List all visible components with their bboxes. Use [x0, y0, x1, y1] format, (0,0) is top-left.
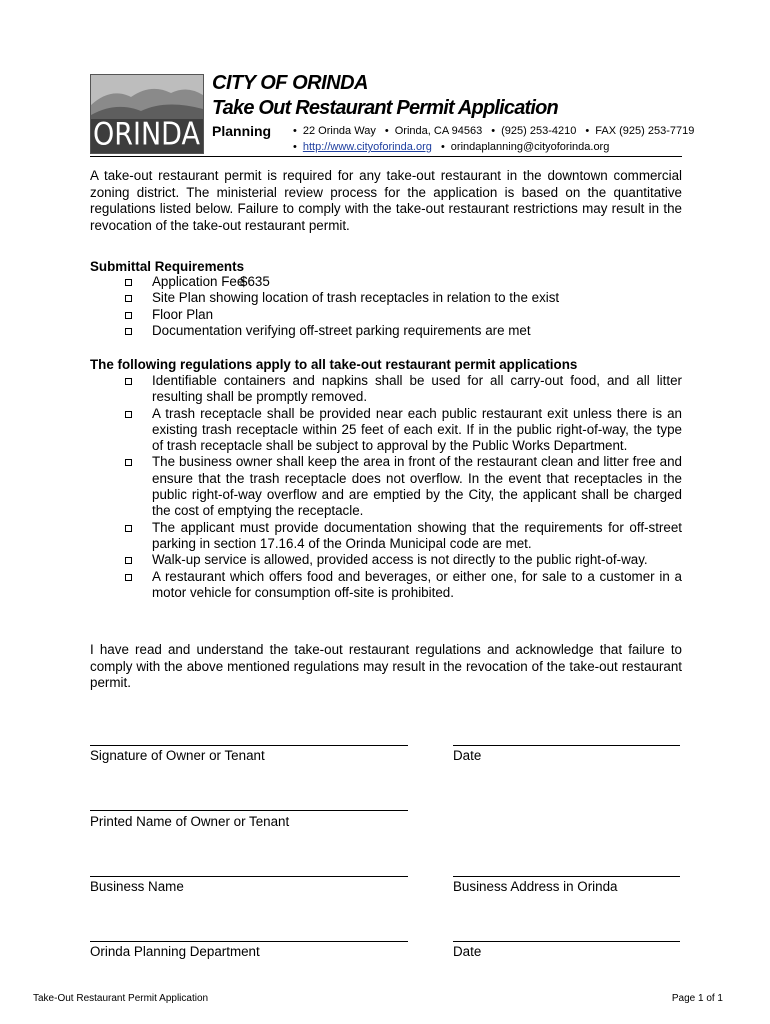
checkbox-icon: [125, 295, 132, 302]
date-line-1[interactable]: [453, 745, 680, 746]
list-item-text: Floor Plan: [152, 306, 214, 322]
page-number: Page 1 of 1: [671, 993, 723, 1004]
checkbox-icon: [125, 557, 132, 564]
checkbox-icon: [125, 279, 132, 286]
footer-title: Take-Out Restaurant Permit Application: [33, 993, 209, 1004]
business-address-label: Business Address in Orinda: [453, 879, 618, 894]
planning-dept-line[interactable]: [90, 941, 408, 942]
list-item-text: Walk-up service is allowed, provided access is not directly to the public right-of-way.: [152, 552, 648, 568]
checkbox-icon: [125, 312, 132, 319]
department-name: Planning: [212, 123, 272, 139]
list-item: [90, 569, 682, 602]
checkbox-icon: [125, 378, 132, 385]
list-item: [90, 520, 682, 553]
planning-dept-label: Orinda Planning Department: [90, 944, 260, 959]
checkbox-icon: [125, 525, 132, 532]
intro-paragraph: A take-out restaurant permit is required for any take-out restaurant in the downtown commercial zoning district. The ministerial review process for the application is based on the quantitative regulations listed below. Failure to comply with the take-out restaurant restrictions may result in the revocation of the take-out restaurant permit.: [90, 168, 682, 233]
list-item: [90, 406, 682, 455]
list-item-text: Site Plan showing location of trash receptacles in relation to the exist: [152, 290, 560, 306]
list-item: [90, 323, 682, 339]
checkbox-icon: [125, 459, 132, 466]
submittal-list: [90, 274, 682, 339]
owner-signature-line[interactable]: [90, 745, 408, 746]
regulations-list: [90, 373, 682, 601]
checkbox-icon: [125, 411, 132, 418]
address: 22 Orinda Way: [302, 125, 376, 137]
bullet-icon: •: [293, 125, 297, 137]
fax: FAX (925) 253-7719: [595, 125, 695, 137]
bullet-icon: •: [491, 125, 496, 137]
page-title: Take Out Restaurant Permit Application: [212, 97, 558, 119]
header-divider: [90, 156, 682, 157]
list-item: [90, 274, 682, 290]
contact-line-1: [293, 125, 694, 137]
list-item-text: The applicant must provide documentation showing that the requirements for off-street parking in section 17.16.4 of the Orinda Municipal code are met.: [152, 519, 682, 551]
logo-text: ORINDA: [93, 116, 200, 153]
acknowledgement-paragraph: I have read and understand the take-out restaurant regulations and acknowledge that failure to comply with the above mentioned regulations may result in the revocation of the take-out restaurant permit.: [90, 642, 682, 690]
list-item: [90, 307, 682, 323]
printed-name-label: Printed Name of Owner or Tenant: [90, 814, 290, 829]
business-name-label: Business Name: [90, 879, 184, 894]
list-item-text: Documentation verifying off-street parking requirements are met: [152, 322, 531, 338]
bullet-icon: •: [384, 125, 389, 137]
phone: (925) 253-4210: [501, 125, 577, 137]
owner-signature-label: Signature of Owner or Tenant: [90, 748, 265, 763]
list-item: [90, 552, 682, 568]
fee-amount: $635: [240, 274, 270, 289]
submittal-heading: Submittal Requirements: [90, 259, 245, 274]
list-item-text: The business owner shall keep the area in front of the restaurant clean and litter free and ensure that the trash receptacle does not overflow. In the event that receptacles in the public right-of-way overflow and are emptied by the City, the applicant shall be charged the cost of emptying the receptacle.: [152, 454, 682, 519]
checkbox-icon: [125, 328, 132, 335]
email: orindaplanning@cityoforinda.org: [450, 141, 610, 153]
date-label-1: Date: [453, 748, 482, 763]
list-item-text: Identifiable containers and napkins shall be used for all carry-out food, and all litter resulting shall be promptly removed.: [152, 373, 682, 405]
list-item: [90, 373, 682, 406]
city-name: CITY OF ORINDA: [212, 72, 368, 94]
city-zip: Orinda, CA 94563: [394, 125, 483, 137]
bullet-icon: •: [293, 141, 297, 153]
list-item-text: A restaurant which offers food and beverages, or either one, for sale to a customer in a motor vehicle for consumption off-site is prohibited.: [152, 568, 682, 600]
date-label-2: Date: [453, 944, 482, 959]
date-line-2[interactable]: [453, 941, 680, 942]
website-link[interactable]: http://www.cityoforinda.org: [302, 141, 432, 153]
regulations-heading: The following regulations apply to all take-out restaurant permit applications: [90, 357, 578, 372]
list-item: [90, 454, 682, 519]
checkbox-icon: [125, 574, 132, 581]
contact-line-2: [293, 141, 609, 153]
business-address-line[interactable]: [453, 876, 680, 877]
list-item: [90, 290, 682, 306]
business-name-line[interactable]: [90, 876, 408, 877]
bullet-icon: •: [440, 141, 445, 153]
bullet-icon: •: [585, 125, 590, 137]
orinda-logo: [90, 74, 204, 154]
fee-label: Application Fee: [152, 274, 245, 289]
printed-name-line[interactable]: [90, 810, 408, 811]
list-item-text: A trash receptacle shall be provided near each public restaurant exit unless there is an existing trash receptacle within 25 feet of each exit. If in the public right-of-way, the type of trash receptacle shall be subject to approval by the Public Works Department.: [152, 405, 682, 454]
